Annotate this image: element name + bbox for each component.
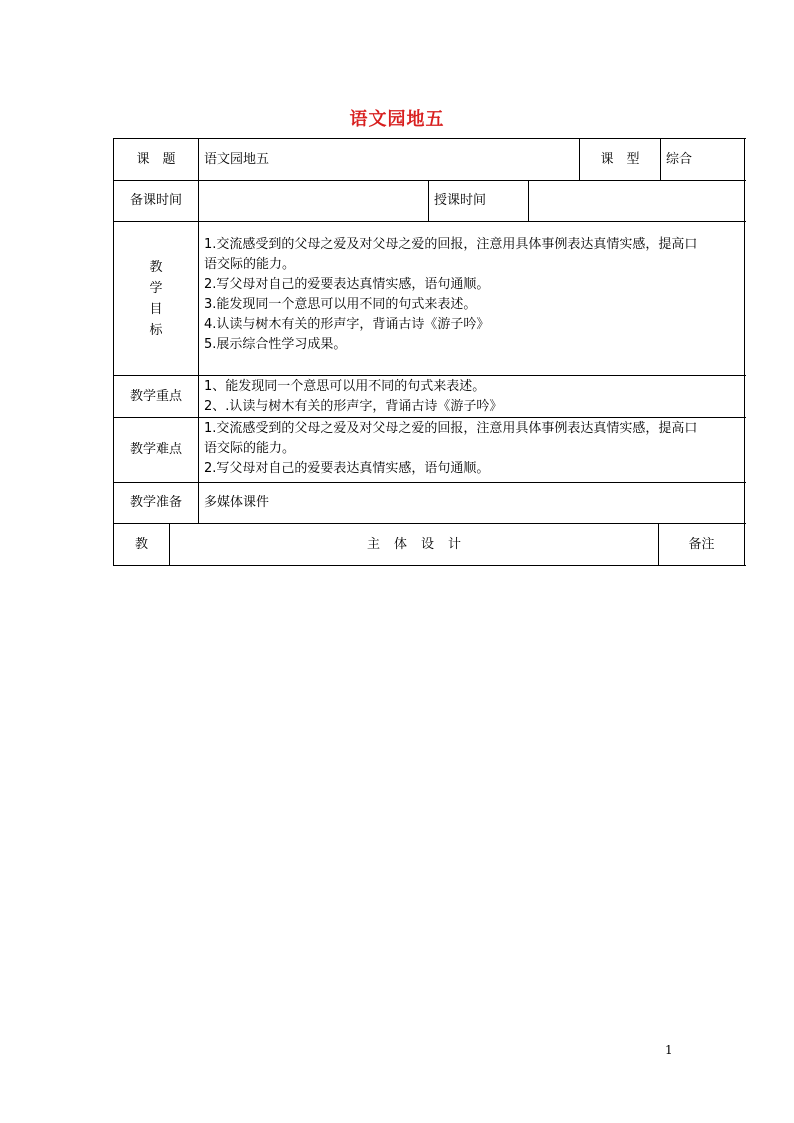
- difficulty-line: 2.写父母对自己的爱要表达真情实感，语句通顺。: [204, 461, 490, 476]
- preparation-label: 教学准备: [114, 483, 199, 523]
- teach-time-label: 授课时间: [429, 181, 529, 221]
- difficulty-line: 1.交流感受到的父母之爱及对父母之爱的回报，注意用具体事例表达真情实感，提高口: [204, 421, 698, 436]
- design-col-main: [170, 524, 659, 565]
- design-col-notes: 备注: [659, 524, 745, 565]
- goals-label-char: 目: [149, 301, 163, 317]
- goal-line: 2.写父母对自己的爱要表达真情实感，语句通顺。: [204, 277, 490, 292]
- topic-label: 课 题: [114, 139, 199, 180]
- goals-content: [199, 222, 745, 375]
- design-col-teach: 教: [114, 524, 170, 565]
- goal-line: 1.交流感受到的父母之爱及对父母之爱的回报，注意用具体事例表达真情实感，提高口: [204, 237, 698, 252]
- goal-line: 5.展示综合性学习成果。: [204, 337, 347, 352]
- table-row-time: [114, 181, 746, 222]
- teach-time-value: [529, 181, 745, 221]
- difficulties-label: 教学难点: [114, 418, 199, 482]
- difficulties-content: [199, 418, 745, 482]
- key-point-line: 1、能发现同一个意思可以用不同的句式来表述。: [204, 379, 486, 394]
- goals-label-char: 教: [149, 259, 163, 275]
- difficulty-line: 语交际的能力。: [204, 441, 296, 456]
- key-point-line: 2、.认读与树木有关的形声字，背诵古诗《游子吟》: [204, 399, 503, 414]
- preparation-value: 多媒体课件: [199, 483, 745, 523]
- prep-time-label: 备课时间: [114, 181, 199, 221]
- table-row-key-points: [114, 376, 746, 418]
- goal-line: 4.认读与树木有关的形声字，背诵古诗《游子吟》: [204, 317, 490, 332]
- table-row-topic: [114, 139, 746, 181]
- goals-label: [114, 222, 199, 375]
- document-title: 语文园地五: [349, 109, 445, 130]
- table-row-design-header: [114, 524, 746, 566]
- type-value: 综合: [661, 139, 745, 180]
- key-points-content: [199, 376, 745, 417]
- design-col-main-text: 主体设计: [366, 536, 475, 552]
- key-points-label: 教学重点: [114, 376, 199, 417]
- lesson-plan-table: [113, 138, 746, 566]
- table-row-difficulties: [114, 418, 746, 483]
- table-row-goals: [114, 222, 746, 376]
- prep-time-value: [199, 181, 429, 221]
- goal-line: 3.能发现同一个意思可以用不同的句式来表述。: [204, 297, 477, 312]
- topic-value: 语文园地五: [199, 139, 580, 180]
- goals-label-char: 标: [149, 322, 163, 338]
- table-row-preparation: [114, 483, 746, 524]
- goals-label-char: 学: [149, 280, 163, 296]
- goal-line: 语交际的能力。: [204, 257, 296, 272]
- page-number: 1: [665, 1043, 673, 1057]
- type-label: 课 型: [580, 139, 661, 180]
